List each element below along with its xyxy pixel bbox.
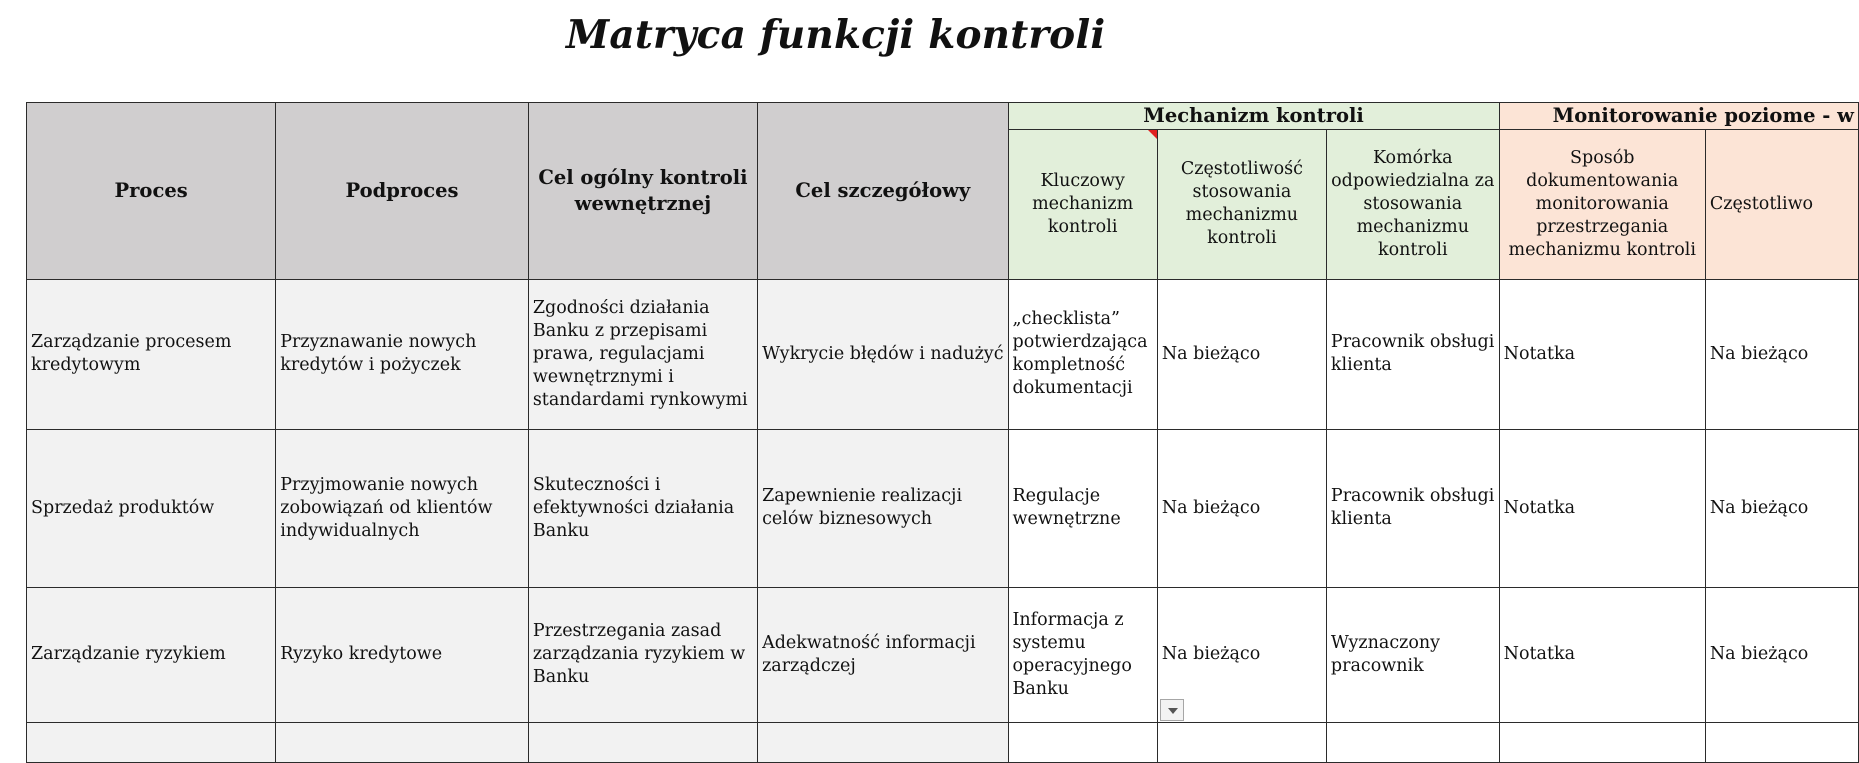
cell-empty[interactable] xyxy=(1705,722,1858,762)
header-czestotliwosc-monitorowania[interactable]: Częstotliwo xyxy=(1705,129,1858,279)
cell-komorka[interactable]: Pracownik obsługi klienta xyxy=(1326,279,1499,429)
cell-kluczowy[interactable]: Informacja z systemu operacyjnego Banku xyxy=(1008,587,1157,722)
cell-empty[interactable] xyxy=(528,722,757,762)
cell-empty[interactable] xyxy=(758,722,1008,762)
cell-sposob[interactable]: Notatka xyxy=(1499,429,1705,587)
table-row xyxy=(27,722,1859,762)
cell-kluczowy[interactable]: „checklista” potwierdzająca kompletność dokumentacji xyxy=(1008,279,1157,429)
cell-cel-szczegolowy[interactable]: Wykrycie błędów i nadużyć xyxy=(758,279,1008,429)
sheet-title: Matryca funkcji kontroli xyxy=(566,12,1106,58)
comment-indicator-icon[interactable] xyxy=(1148,130,1157,139)
cell-empty[interactable] xyxy=(27,722,276,762)
cell-czestotliwosc-monitorowania[interactable]: Na bieżąco xyxy=(1705,279,1858,429)
cell-empty[interactable] xyxy=(1008,722,1157,762)
cell-empty[interactable] xyxy=(1326,722,1499,762)
cell-cel-ogolny[interactable]: Przestrzegania zasad zarządzania ryzykiem w Banku xyxy=(528,587,757,722)
cell-sposob[interactable]: Notatka xyxy=(1499,279,1705,429)
cell-czestotliwosc: Na bieżąco xyxy=(1161,644,1261,665)
cell-proces[interactable]: Zarządzanie ryzykiem xyxy=(27,587,276,722)
group-header-mechanism[interactable]: Mechanizm kontroli xyxy=(1008,103,1499,130)
table-row xyxy=(27,429,1859,587)
cell-podproces[interactable]: Przyjmowanie nowych zobowiązań od klientów indywidualnych xyxy=(276,429,529,587)
group-header-monitoring[interactable]: Monitorowanie poziome - w xyxy=(1499,103,1858,130)
table-row xyxy=(27,587,1859,722)
cell-proces[interactable]: Zarządzanie procesem kredytowym xyxy=(27,279,276,429)
cell-empty[interactable] xyxy=(1157,722,1326,762)
cell-proces[interactable]: Sprzedaż produktów xyxy=(27,429,276,587)
cell-cel-szczegolowy[interactable]: Zapewnienie realizacji celów biznesowych xyxy=(758,429,1008,587)
cell-czestotliwosc[interactable]: Na bieżąco xyxy=(1157,279,1326,429)
cell-podproces[interactable]: Ryzyko kredytowe xyxy=(276,587,529,722)
cell-czestotliwosc[interactable]: Na bieżąco xyxy=(1157,429,1326,587)
cell-sposob[interactable]: Notatka xyxy=(1499,587,1705,722)
header-cel-ogolny[interactable]: Cel ogólny kontroli wewnętrznej xyxy=(528,103,757,280)
header-cel-szczegolowy[interactable]: Cel szczegółowy xyxy=(758,103,1008,280)
header-kluczowy-label: Kluczowy mechanizm kontroli xyxy=(1032,170,1134,237)
cell-cel-ogolny[interactable]: Skuteczności i efektywności działania Banku xyxy=(528,429,757,587)
cell-empty[interactable] xyxy=(276,722,529,762)
header-czestotliwosc[interactable]: Częstotliwość stosowania mechanizmu kontroli xyxy=(1157,129,1326,279)
cell-cel-ogolny[interactable]: Zgodności działania Banku z przepisami prawa, regulacjami wewnętrznymi i standardami rynkowymi xyxy=(528,279,757,429)
header-podproces[interactable]: Podproces xyxy=(276,103,529,280)
header-proces[interactable]: Proces xyxy=(27,103,276,280)
cell-czestotliwosc-monitorowania[interactable]: Na bieżąco xyxy=(1705,587,1858,722)
cell-komorka[interactable]: Pracownik obsługi klienta xyxy=(1326,429,1499,587)
header-kluczowy-mechanizm[interactable] xyxy=(1008,129,1157,279)
cell-podproces[interactable]: Przyznawanie nowych kredytów i pożyczek xyxy=(276,279,529,429)
header-komorka[interactable]: Komórka odpowiedzialna za stosowania mechanizmu kontroli xyxy=(1326,129,1499,279)
cell-komorka[interactable]: Wyznaczony pracownik xyxy=(1326,587,1499,722)
cell-czestotliwosc-dropdown[interactable] xyxy=(1157,587,1326,722)
header-sposob-dokumentowania[interactable]: Sposób dokumentowania monitorowania przestrzegania mechanizmu kontroli xyxy=(1499,129,1705,279)
cell-kluczowy[interactable]: Regulacje wewnętrzne xyxy=(1008,429,1157,587)
table-row xyxy=(27,279,1859,429)
cell-empty[interactable] xyxy=(1499,722,1705,762)
cell-cel-szczegolowy[interactable]: Adekwatność informacji zarządczej xyxy=(758,587,1008,722)
control-matrix-table xyxy=(26,102,1859,763)
cell-czestotliwosc-monitorowania[interactable]: Na bieżąco xyxy=(1705,429,1858,587)
dropdown-arrow-icon[interactable] xyxy=(1160,699,1184,721)
